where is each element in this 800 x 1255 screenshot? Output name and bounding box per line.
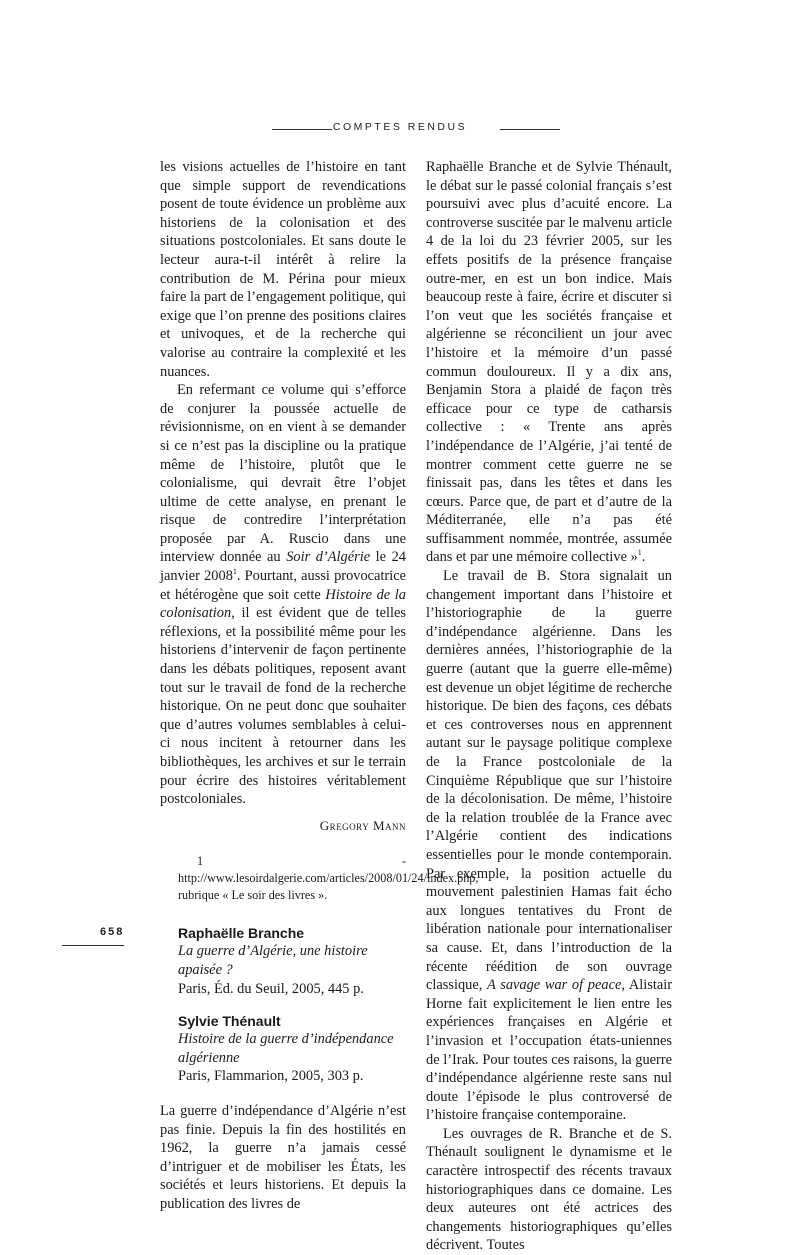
paragraph: Raphaëlle Branche et de Sylvie Thénault, le débat sur le passé colonial français s’est poursuivi avec plus d’acuité encore. La controverse suscitée par le malvenu article 4 de la loi du 23 février 2005, sur les effets positifs de la présence française outre-mer, en est un bon indice. Mais beaucoup reste à faire, écrire et discuter si l’on veut que les sociétés française et algérienne se réconcilient un jour avec l’histoire et la mémoire d’un passé commun douloureux. Il y a dix ans, Benjamin Stora a plaidé de façon très efficace pour ce type de catharsis collective : « Trente ans après l’indépendance de l’Algérie, j’ai tenté de montrer comment cette guerre ne se finissait pas, dans les têtes et dans les cœurs. Parce que, de part et d’autre de la Méditerranée, elle n’a pas été suffisamment nommée, montrée, assumée dans et par une mémoire collective »$^1$. (426, 159, 672, 566)
book-title: Histoire de la guerre d’indépendance algérienne (178, 1031, 394, 1066)
right-column (426, 158, 672, 1255)
book-reference (160, 924, 406, 998)
paragraph: les visions actuelles de l’histoire en tant que simple support de revendications posent de toute évidence un problème aux historiens de la colonisation et des situations postcoloniales. Et sans doute le lecteur aura-t-il intérêt à relire la contribution de M. Périna pour mieux faire la part de l’engagement politique, qui exige que l’on prenne des positions claires et univoques, et de la recherche qui valorise au contraire la complexité et les nuances. (160, 159, 406, 380)
paragraph: Le travail de B. Stora signalait un changement important dans l’histoire et l’historiographie de la guerre d’indépendance algérienne. Dans les dernières années, l’historiographie de la guerre (autant que la guerre elle-même) est devenue un objet légitime de recherche historique. De bien des façons, ces débats et ces controverses nous en apprennent autant sur le paysage politique complexe de la France postcoloniale de la Cinquième République que sur l’histoire de la décolonisation. De même, l’histoire de la relation troublée de la France avec l’Algérie contient des indications essentielles pour le monde contemporain. Par exemple, la position actuelle du mouvement palestinien Hamas fait écho aux longues tentatives du Front de libération nationale pour internationaliser sa cause. Et, dans l’introduction de la récente réédition de son ouvrage classique, A savage war of peace, Alistair Horne fait explicitement le lien entre les expériences françaises en Algérie et l’invasion et l’occupation états-uniennes de l’Irak. Pour toutes ces raisons, la guerre d’indépendance algérienne reste sans nul doute l’épisode le plus controversé de l’histoire française contemporaine. (426, 568, 672, 1124)
book-author: Sylvie Thénault (178, 1013, 281, 1030)
paragraph: La guerre d’indépendance d’Algérie n’est pas finie. Depuis la fin des hostilités en 1962, la guerre n’a jamais cessé d’intriguer et de mobiliser les États, les sociétés et leurs historiens. Et depuis la publication des livres de (160, 1102, 406, 1212)
review-signature: Gregory Mann (319, 817, 406, 833)
book-publication: Paris, Éd. du Seuil, 2005, 445 p. (178, 980, 364, 997)
footnote-ref: 1 (637, 548, 642, 558)
paragraph: Les ouvrages de R. Branche et de S. Thénault soulignent le dynamisme et le caractère introspectif des récents travaux historiographiques dans ce domaine. Les deux auteures ont été actrices des changements historiographiques qu’elles décrivent. Toutes (426, 1125, 672, 1254)
section-title: COMPTES RENDUS (332, 121, 468, 133)
running-header (0, 121, 800, 137)
book-author: Raphaëlle Branche (178, 925, 305, 942)
book-title: La guerre d’Algérie, une histoire apaisée ? (178, 943, 368, 978)
paragraph: En refermant ce volume qui s’efforce de conjurer la poussée actuelle de révisionnisme, on en vient à se demander si ce n’est pas la discipline ou la pratique même de l’histoire, plutôt que le colonialisme, qui devrait être l’objet ultime de cette analyse, en prenant le risque de contredire l’interprétation proposée par A. Ruscio dans une interview donnée au Soir d’Algérie le 24 janvier 2008$^1$. Pourtant, aussi provocatrice et hétérogène que soit cette Histoire de la colonisation, il est évident que de telles réflexions, et la possibilité même pour les historiens d’intervenir de façon pertinente dans les débats politiques, reposent avant tout sur le travail de fond de la recherche historique. On ne peut donc que souhaiter que d’autres volumes semblables à celui-ci nous incitent à retourner dans les bibliothèques, les archives et sur le terrain pour écrire des histoires véritablement postcoloniales. (160, 382, 406, 808)
left-column (160, 158, 479, 1214)
footnote: 1 - http://www.lesoirdalgerie.com/articles/2008/01/24/index.php, rubrique « Le soir des livres ». (178, 854, 479, 903)
page-number-rule (62, 945, 124, 946)
book-reference (160, 1012, 406, 1086)
footnote-ref: 1 (232, 567, 237, 577)
header-rule-right (500, 129, 560, 130)
book-publication: Paris, Flammarion, 2005, 303 p. (178, 1068, 364, 1085)
page-number: 658 (100, 926, 125, 938)
